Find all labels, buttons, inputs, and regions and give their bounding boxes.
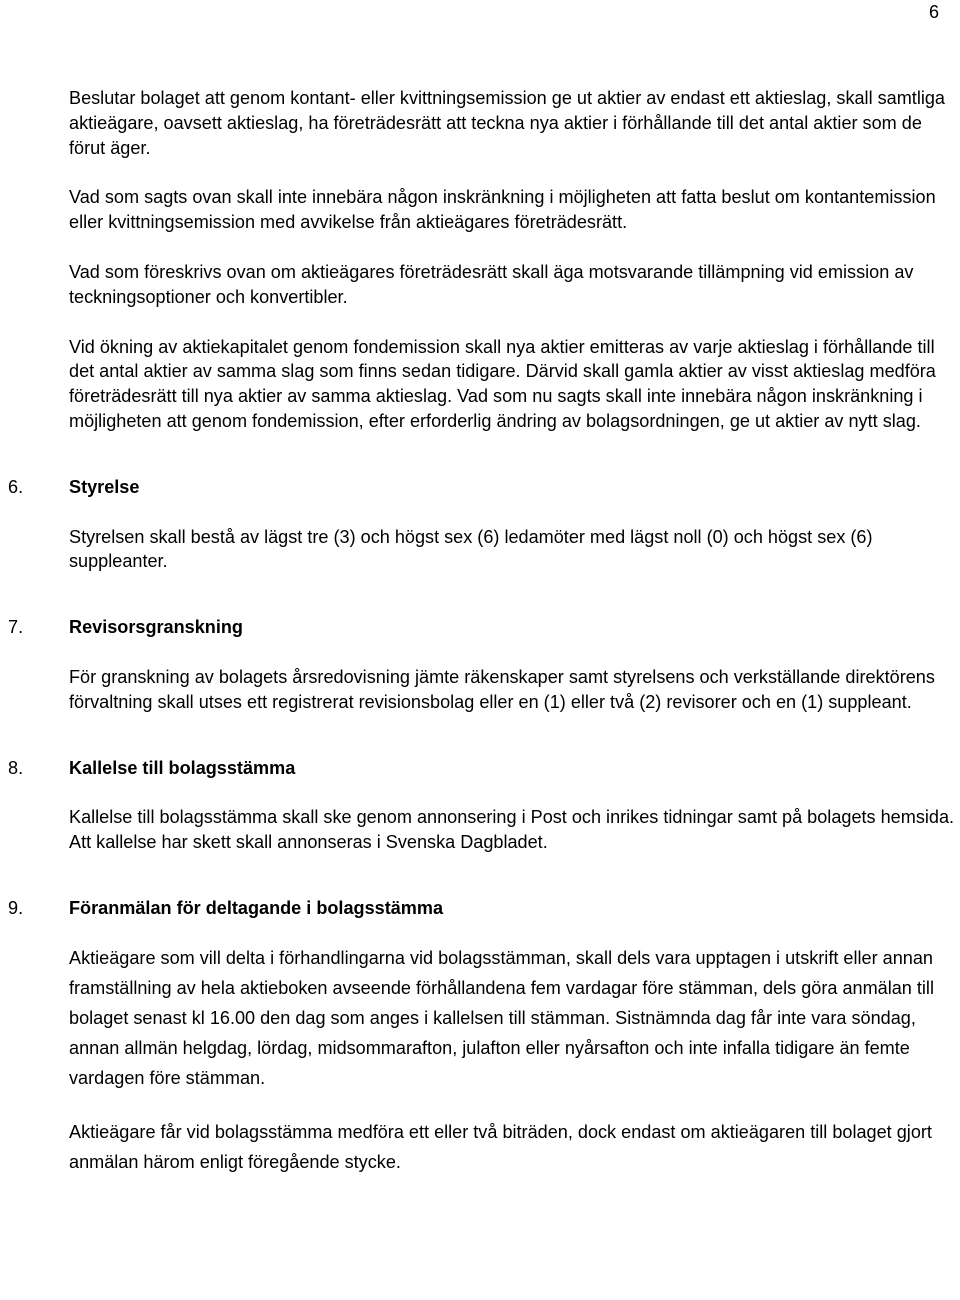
intro-paragraph-3: Vad som föreskrivs ovan om aktieägares företrädesrätt skall äga motsvarande tillämpning vid emission av teckningsoptioner och konvertibler.: [69, 261, 914, 307]
section-paragraph: För granskning av bolagets årsredovisning jämte räkenskaper samt styrelsens och verkställande direktörens förvaltning skall utses ett registrerat revisionsbolag eller en (1) eller två (2) revisorer och en (1) suppleant.: [69, 666, 935, 712]
section-paragraph: Styrelsen skall bestå av lägst tre (3) och högst sex (6) ledamöter med lägst noll (0) och högst sex (6) suppleanter.: [69, 526, 873, 572]
document-body: [8, 86, 960, 1177]
section-9: [8, 896, 960, 1177]
section-number: 7.: [8, 617, 24, 638]
intro-paragraph-1: Beslutar bolaget att genom kontant- eller kvittningsemission ge ut aktier av endast ett aktieslag, skall samtliga aktieägare, oavsett aktieslag, ha företrädesrätt att teckna nya aktier i förhållande till det antal aktier som de förut äger.: [69, 88, 945, 158]
section-paragraph: Aktieägare som vill delta i förhandlingarna vid bolagsstämman, skall dels vara upptagen i utskrift eller annan framställning av hela aktieboken avseende förhållandena fem vardagar före stämman, dels göra anmälan till bolaget senast kl 16.00 den dag som anges i kallelsen till stämman. Sistnämnda dag får inte vara söndag, annan allmän helgdag, lördag, midsommarafton, julafton eller nyårsafton och inte infalla tidigare än femte vardagen före stämman.: [69, 947, 934, 1088]
page-number: 6: [928, 2, 939, 22]
section-number: 8.: [8, 757, 24, 778]
section-title: Styrelse: [69, 476, 140, 497]
section-7: [8, 615, 960, 714]
section-paragraph: Kallelse till bolagsstämma skall ske genom annonsering i Post och inrikes tidningar samt på bolagets hemsida. Att kallelse har skett skall annonseras i Svenska Dagbladet.: [69, 807, 955, 853]
section-heading: [8, 475, 960, 500]
section-heading: [8, 615, 960, 640]
section-title: Kallelse till bolagsstämma: [69, 757, 296, 778]
section-title: Revisorsgranskning: [69, 617, 243, 638]
section-title: Föranmälan för deltagande i bolagsstämma: [69, 897, 444, 918]
section-8: [8, 756, 960, 855]
intro-paragraph-2: Vad som sagts ovan skall inte innebära någon inskränkning i möjligheten att fatta beslut om kontantemission eller kvittningsemission med avvikelse från aktieägares företrädesrätt.: [69, 187, 936, 233]
section-number: 6.: [8, 476, 24, 497]
section-heading: [8, 756, 960, 781]
section-paragraph: Aktieägare får vid bolagsstämma medföra ett eller två biträden, dock endast om aktieägaren till bolaget gjort anmälan härom enligt föregående stycke.: [69, 1121, 932, 1172]
section-6: [8, 475, 960, 574]
section-heading: [8, 896, 960, 921]
intro-paragraph-4: Vid ökning av aktiekapitalet genom fondemission skall nya aktier emitteras av varje aktieslag i förhållande till det antal aktier av samma slag som finns sedan tidigare. Därvid skall gamla aktier av visst aktieslag medföra företrädesrätt till nya aktier av samma aktieslag. Vad som nu sagts skall inte innebära någon inskränkning i möjligheten att genom fondemission, efter erforderlig ändring av bolagsordningen, ge ut aktier av nytt slag.: [69, 336, 936, 431]
section-number: 9.: [8, 897, 24, 918]
